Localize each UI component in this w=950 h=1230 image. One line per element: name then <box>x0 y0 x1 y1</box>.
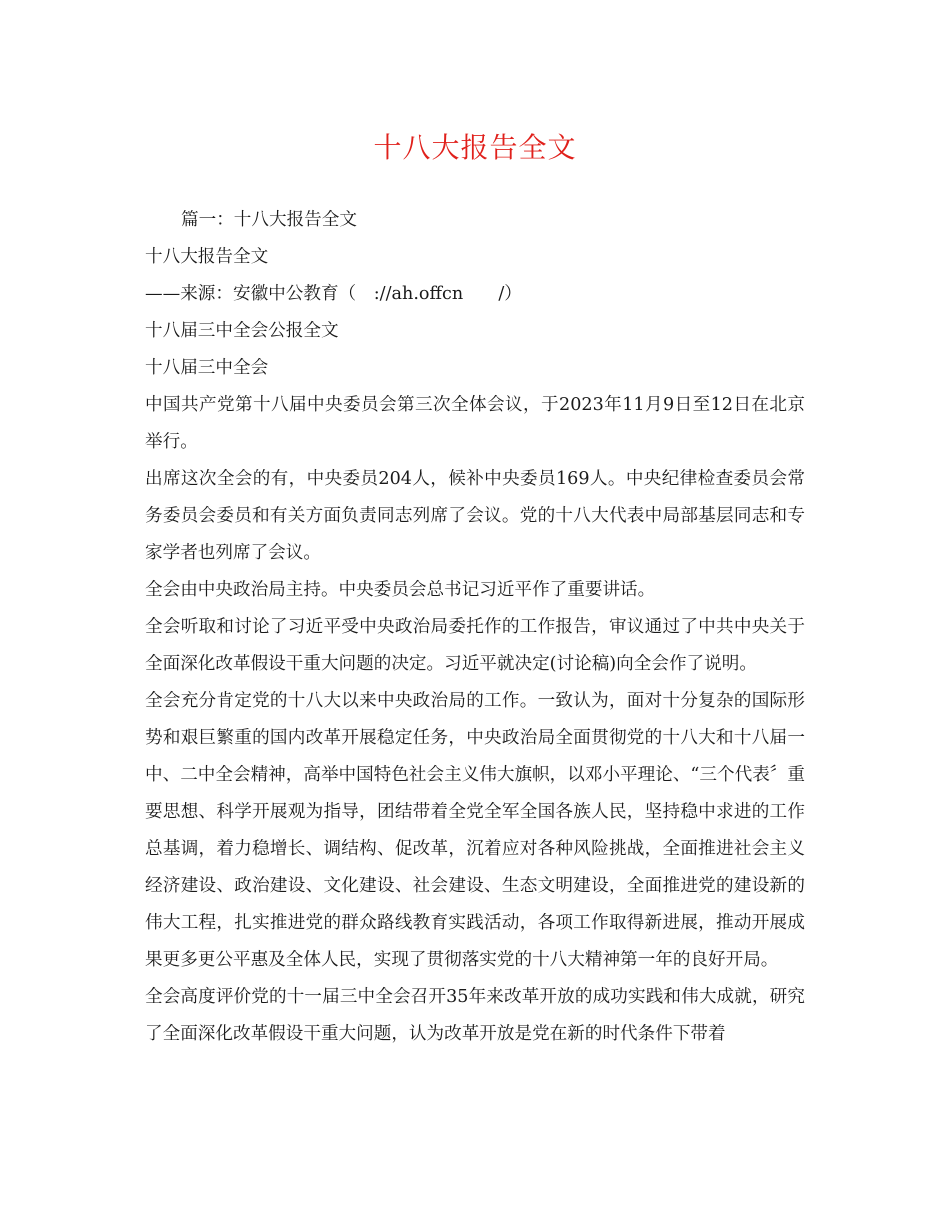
paragraph-meeting-info: 中国共产党第十八届中央委员会第三次全体会议，于2023年11月9日至12日在北京举行。 <box>145 395 805 452</box>
paragraph-work-affirmation: 全会充分肯定党的十八大以来中央政治局的工作。一致认为，面对十分复杂的国际形势和艰巨繁重的国内改革开展稳定任务，中央政治局全面贯彻党的十八大和十八届一中、二中全会精神，高举中国特色社会主义伟大旗帜，以邓小平理论、“三个代表〞重要思想、科学开展观为指导，团结带着全党全军全国各族人民，坚持稳中求进的工作总基调，着力稳增长、调结构、促改革，沉着应对各种风险挑战，全面推进社会主义经济建设、政治建设、文化建设、社会建设、生态文明建设，全面推进党的建设新的伟大工程，扎实推进党的群众路线教育实践活动，各项工作取得新进展，推动开展成果更多更公平惠及全体人民，实现了贯彻落实党的十八大精神第一年的良好开局。 <box>145 691 805 970</box>
document-body <box>145 202 805 1053</box>
paragraph-report-review: 全会听取和讨论了习近平受中央政治局委托作的工作报告，审议通过了中共中央关于全面深化改革假设干重大问题的决定。习近平就决定(讨论稿)向全会作了说明。 <box>145 617 805 674</box>
document-title: 十八大报告全文 <box>373 131 577 164</box>
paragraph-reform-evaluation: 全会高度评价党的十一届三中全会召开35年来改革开放的成功实践和伟大成就，研究了全面深化改革假设干重大问题，认为改革开放是党在新的时代条件下带着 <box>145 987 805 1044</box>
paragraph-source: ——来源：安徽中公教育（ ://ah.offcn /） <box>145 284 522 304</box>
paragraph-section-heading: 篇一：十八大报告全文 <box>181 210 357 230</box>
paragraph-attendees: 出席这次全会的有，中央委员204人，候补中央委员169人。中央纪律检查委员会常务委员会委员和有关方面负责同志列席了会议。党的十八大代表中局部基层同志和专家学者也列席了会议。 <box>145 469 805 563</box>
paragraph-plenum-name: 十八届三中全会 <box>145 358 269 378</box>
paragraph-communique-title: 十八届三中全会公报全文 <box>145 321 339 341</box>
paragraph-host: 全会由中央政治局主持。中央委员会总书记习近平作了重要讲话。 <box>145 580 656 600</box>
paragraph-report-title: 十八大报告全文 <box>145 247 269 267</box>
